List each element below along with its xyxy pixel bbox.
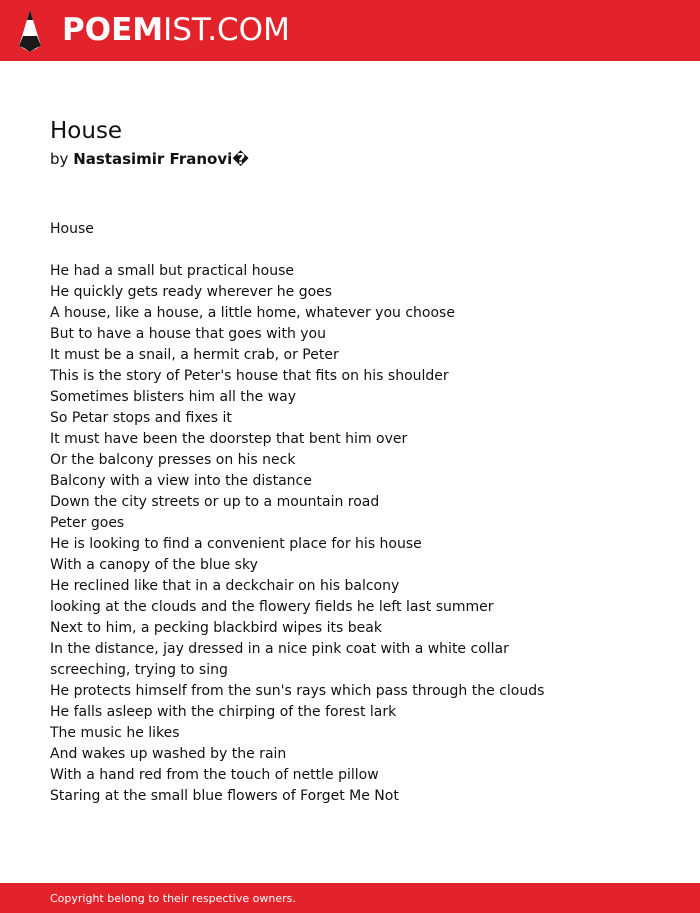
poem-line: With a hand red from the touch of nettle pillow (50, 767, 379, 783)
poem-line: A house, like a house, a little home, whatever you choose (50, 305, 455, 321)
poem-line: He protects himself from the sun's rays which pass through the clouds (50, 683, 545, 699)
poem-title: House (50, 118, 123, 144)
copyright-notice: Copyright belong to their respective owners. (50, 892, 296, 905)
poem-line: This is the story of Peter's house that fits on his shoulder (50, 368, 449, 384)
author-name: Nastasimir Franovi� (73, 150, 249, 168)
stanza-gap (50, 240, 650, 261)
poem-line: looking at the clouds and the flowery fields he left last summer (50, 599, 494, 615)
poem-line: Balcony with a view into the distance (50, 473, 312, 489)
poem-heading-line: House (50, 221, 94, 237)
poem-line: screeching, trying to sing (50, 662, 228, 678)
poem-line: It must be a snail, a hermit crab, or Peter (50, 347, 339, 363)
poem-line: He reclined like that in a deckchair on his balcony (50, 578, 400, 594)
poem-line: Or the balcony presses on his neck (50, 452, 296, 468)
by-label: by (50, 150, 69, 168)
poem-line: He is looking to find a convenient place for his house (50, 536, 422, 552)
poem-line: But to have a house that goes with you (50, 326, 326, 342)
poem-line: He quickly gets ready wherever he goes (50, 284, 333, 300)
poem-line: He falls asleep with the chirping of the forest lark (50, 704, 397, 720)
poem-body (50, 219, 650, 807)
poem-line: Down the city streets or up to a mountain road (50, 494, 380, 510)
poem-line: Sometimes blisters him all the way (50, 389, 297, 405)
poem-line: With a canopy of the blue sky (50, 557, 258, 573)
poem-line: It must have been the doorstep that bent him over (50, 431, 408, 447)
poem-line: He had a small but practical house (50, 263, 294, 279)
logo-light-part: IST.COM (163, 12, 290, 48)
pencil-icon[interactable] (18, 10, 42, 52)
poem-line: Next to him, a pecking blackbird wipes its beak (50, 620, 382, 636)
poem-line: In the distance, jay dressed in a nice pink coat with a white collar (50, 641, 509, 657)
poem-line: Staring at the small blue flowers of Forget Me Not (50, 788, 399, 804)
poem-line: The music he likes (50, 725, 180, 741)
poem-line: And wakes up washed by the rain (50, 746, 287, 762)
site-header (0, 0, 700, 61)
site-logo[interactable] (62, 11, 290, 49)
poem-line: Peter goes (50, 515, 125, 531)
byline (50, 149, 249, 169)
poem-line: So Petar stops and fixes it (50, 410, 232, 426)
logo-bold-part: POEM (62, 12, 164, 48)
site-footer (0, 883, 700, 913)
